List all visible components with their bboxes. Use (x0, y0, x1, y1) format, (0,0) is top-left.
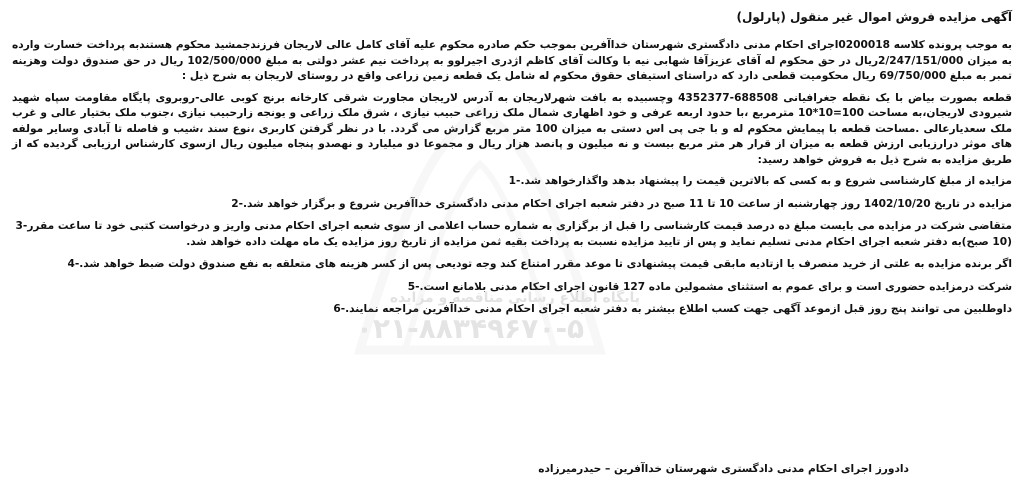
property-description: قطعه بصورت بیاض با یک نقطه جغرافیانی 688508-4352377 وچسبیده به بافت شهرلاریجان به آدرس لاریجان مجاورت شرقی کارخانه برنج کوبی عالی-روبروی پایگاه مقاومت سپاه شهید شیرودی لاریجان،به مساحت 100=10*10 مترمربع ،با حدود اربعه عرفی و خود اظهاری شمال ملک زراعی حبیب نیازی ، شرق ملک زراعی و یونجه زارحبیب نیازی ،جنوب ملک بختیار عالی و غرب ملک سعدیارعالی .مساحت قطعه با پیمایش محکوم له و با جی پی اس دستی به میزان 100 متر مربع گزارش می گردد. با در نظر گرفتن کاربری ،نوع سند ،شیب و فاصله تا آبادی وسایر مولفه های موثر درارزیابی ارزش قطعه به میزان از قرار هر متر مربع بیست و نه میلیون و پانصد هزار ریال و مجموعا دو میلیارد و نهصدو پنجاه میلیون ریال ازسوی کارشناس ارزیابی گردیده که از طریق مزایده به شرح ذیل به فروش خواهد رسید: (12, 91, 1013, 166)
condition-item-2: مزایده در تاریخ 1402/10/20 روز چهارشنبه از ساعت 10 تا 11 صبح در دفتر شعبه اجرای احکام مدنی دادگستری خداآفرین شروع و برگزار خواهد شد.-2 (231, 197, 1012, 210)
signature-line: دادورز اجرای احکام مدنی دادگستری شهرستان خداآفرین – حیدرمیرزاده (538, 463, 909, 475)
condition-item-1: مزایده از مبلغ کارشناسی شروع و به کسی که بالاترین قیمت را پیشنهاد بدهد واگذارخواهد شد.-1 (508, 175, 1012, 187)
condition-item-5: شرکت درمزایده حضوری است و برای عموم به استثنای مشمولین ماده 127 قانون اجرای احکام مدنی بلامانع است.-5 (407, 280, 1012, 293)
watermark-text: پایگاه اطلاع رسانی مناقصه و مزایده (389, 290, 640, 306)
intro-paragraph: به موجب پرونده کلاسه 0200018اجرای احکام مدنی دادگستری شهرستان خداآفرین بموجب حکم صادره محکوم علیه آقای کامل عالی لاریجان فرزندجمشید محکوم هستندبه پرداخت خسارت وارده به میزان 2/247/151/000ریال در حق محکوم له آقای عزیزآقا شهابی نیه با وکالت آقای کاظم اژدری اجیرلوو به پرداخت نیم عشر دولتی به مبلغ 102/500/000 ریال در حق صندوق دولت وهزینه تمبر به مبلغ 69/750/000 ریال محکومیت قطعی دارد که دراستای استیفای حقوق محکوم له شامل یک قطعه زمین زراعی واقع در روستای لاریجان به شرح ذیل : (12, 39, 1012, 82)
condition-item-3: متقاضی شرکت در مزایده می بایست مبلغ ده درصد قیمت کارشناسی را قبل از برگزاری به شماره حساب اعلامی از سوی شعبه اجرای احکام مدنی واریز و درخواست کتبی خود تا ساعت مقرر-3 (10 صبح)به دفتر شعبه اجرای احکام مدنی تسلیم نماید و پس از تایید مزایده نسبت به پرداخت بقیه ثمن مزایده از تاریخ روز مزایده یک ماه مهلت داده خواهد شد. (15, 220, 1012, 248)
watermark-phone: ۰۲۱-۸۸۳۴۹۶۷۰-۵ (355, 312, 585, 345)
condition-item-6: داوطلبین می توانند پنج روز قبل ازموعد آگهی جهت کسب اطلاع بیشتر به دفتر شعبه اجرای احکام مدنی خداآفرین مراجعه نمایند.-6 (333, 303, 1012, 315)
notice-title: آگهی مزایده فروش اموال غیر منقول (پارلول) (736, 10, 1012, 24)
condition-item-4: اگر برنده مزایده به علتی از خرید منصرف یا ازتادیه مابقی قیمت پیشنهادی تا موعد مقرر امتناع کند وجه تودیعی پس از کسر هزینه های متعلقه به نفع صندوق دولت ضبط خواهد شد.-4 (67, 258, 1012, 270)
